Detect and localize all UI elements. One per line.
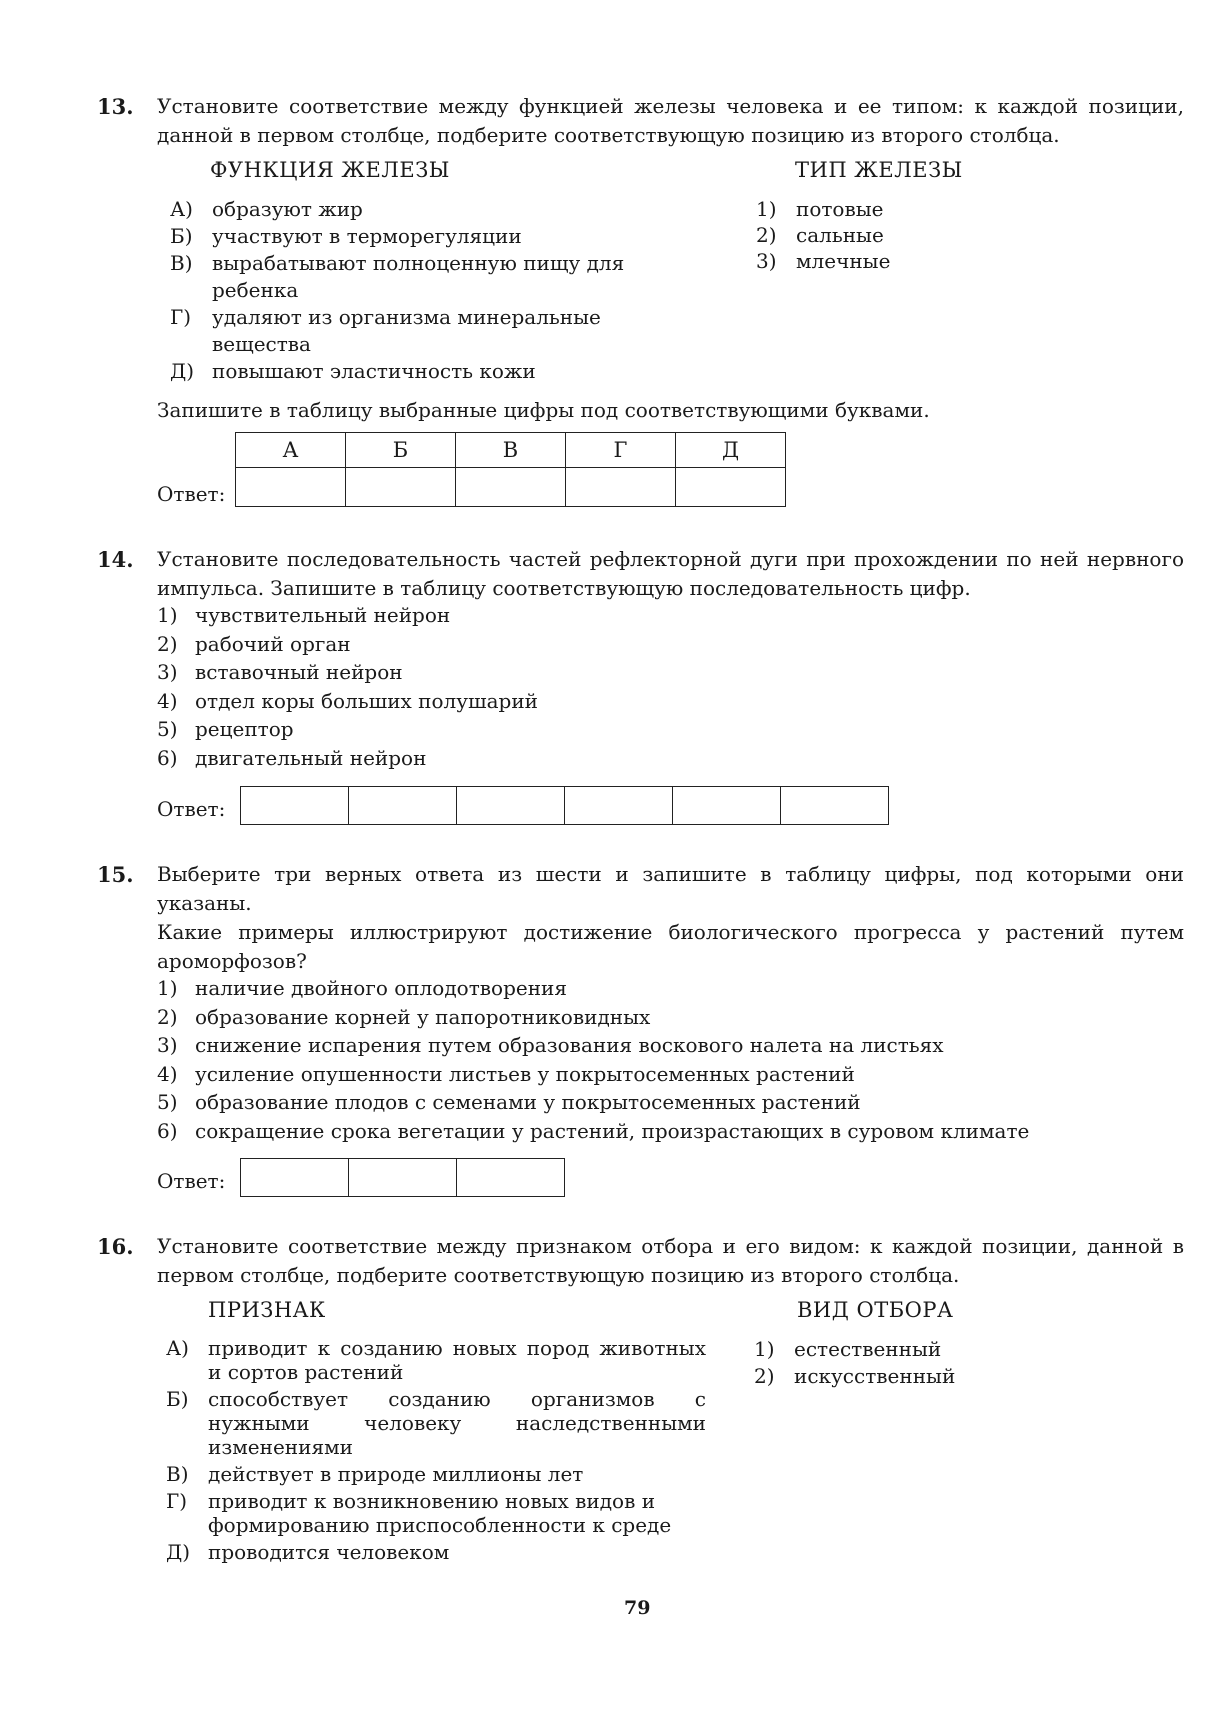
answer-cell[interactable] bbox=[781, 787, 889, 825]
q15-list bbox=[157, 974, 1184, 1145]
answer-cell[interactable] bbox=[457, 1159, 565, 1197]
item-label: 5) bbox=[157, 1090, 178, 1114]
answer-cell[interactable] bbox=[456, 468, 566, 507]
q16-text: Установите соответствие между признаком отбора и его видом: к каждой позиции, данной в первом столбце, подберите соответствующую позицию из второго столбца. bbox=[157, 1234, 1184, 1287]
table-header-cell: Д bbox=[676, 433, 786, 468]
list-item bbox=[157, 1117, 1184, 1146]
item-text: чувствительный нейрон bbox=[195, 603, 451, 627]
item-label: В) bbox=[166, 1462, 189, 1486]
item-label: 6) bbox=[157, 745, 178, 770]
item-label: 1) bbox=[157, 976, 178, 1000]
q16-number: 16. bbox=[97, 1234, 134, 1259]
item-text: приводит к созданию новых пород животных и сортов растений bbox=[208, 1336, 706, 1384]
q14-number: 14. bbox=[97, 547, 134, 572]
item-text: действует в природе миллионы лет bbox=[208, 1462, 584, 1486]
q13-text: Установите соответствие между функцией железы человека и ее типом: к каждой позиции, данной в первом столбце, подберите соответствующую позицию из второго столбца. bbox=[157, 94, 1184, 147]
q15-answer-label: Ответ: bbox=[157, 1169, 226, 1193]
item-text: двигательный нейрон bbox=[195, 745, 427, 770]
item-label: Б) bbox=[166, 1387, 189, 1411]
q13-instruction: Запишите в таблицу выбранные цифры под соответствующими буквами. bbox=[157, 398, 930, 422]
item-text: приводит к возникновению новых видов и формированию приспособленности к среде bbox=[208, 1489, 672, 1537]
item-label: 1) bbox=[756, 197, 777, 221]
table-header-cell: В bbox=[456, 433, 566, 468]
item-label: В) bbox=[170, 251, 193, 275]
answer-cell[interactable] bbox=[349, 1159, 457, 1197]
item-text: повышают эластичность кожи bbox=[212, 359, 536, 383]
list-item bbox=[756, 222, 1056, 248]
list-item bbox=[157, 687, 1057, 716]
item-label: Б) bbox=[170, 224, 193, 248]
item-text: сокращение срока вегетации у растений, произрастающих в суровом климате bbox=[195, 1118, 1030, 1143]
item-text: сальные bbox=[796, 223, 884, 247]
list-item bbox=[157, 1060, 1184, 1089]
item-text: образуют жир bbox=[212, 197, 363, 221]
item-label: 3) bbox=[157, 1033, 178, 1057]
q16-col1-header: ПРИЗНАК bbox=[208, 1298, 326, 1322]
list-item bbox=[157, 630, 1057, 659]
answer-cell[interactable] bbox=[673, 787, 781, 825]
item-text: снижение испарения путем образования воскового налета на листьях bbox=[195, 1033, 944, 1057]
table-header-cell: Г bbox=[566, 433, 676, 468]
table-header-cell: Б bbox=[346, 433, 456, 468]
item-text: рецептор bbox=[195, 717, 294, 741]
q13-right-list bbox=[756, 196, 1056, 274]
answer-cell[interactable] bbox=[236, 468, 346, 507]
q15-number: 15. bbox=[97, 862, 134, 887]
item-label: 3) bbox=[756, 249, 777, 273]
q13-col1-header: ФУНКЦИЯ ЖЕЛЕЗЫ bbox=[210, 158, 450, 182]
list-item bbox=[157, 715, 1057, 744]
answer-cell[interactable] bbox=[241, 787, 349, 825]
answer-cell[interactable] bbox=[676, 468, 786, 507]
item-label: 2) bbox=[157, 631, 178, 656]
q13-answer-label: Ответ: bbox=[157, 482, 226, 506]
item-label: 2) bbox=[754, 1364, 775, 1388]
item-text: потовые bbox=[796, 197, 884, 221]
page-number: 79 bbox=[624, 1597, 651, 1619]
list-item bbox=[754, 1336, 1054, 1363]
q13-number: 13. bbox=[97, 94, 134, 119]
list-item bbox=[170, 304, 640, 358]
q16-right-list bbox=[754, 1336, 1054, 1390]
q14-list bbox=[157, 601, 1057, 772]
q15-text: Выберите три верных ответа из шести и запишите в таблицу цифры, под которыми они указаны. bbox=[157, 862, 1184, 915]
list-item bbox=[157, 1003, 1184, 1032]
list-item bbox=[157, 744, 1057, 773]
list-item bbox=[157, 974, 1184, 1003]
item-text: вставочный нейрон bbox=[195, 660, 403, 684]
item-label: Г) bbox=[170, 305, 192, 329]
item-label: 2) bbox=[756, 223, 777, 247]
q14-answer-label: Ответ: bbox=[157, 797, 226, 821]
list-item bbox=[157, 1031, 1184, 1060]
list-item bbox=[166, 1540, 706, 1564]
item-text: образование плодов с семенами у покрытосеменных растений bbox=[195, 1090, 861, 1114]
item-text: проводится человеком bbox=[208, 1540, 450, 1564]
list-item bbox=[170, 358, 690, 385]
list-item bbox=[166, 1387, 706, 1459]
item-label: А) bbox=[170, 197, 193, 221]
q15-question: Какие примеры иллюстрируют достижение биологического прогресса у растений путем ароморфозов? bbox=[157, 920, 1184, 973]
q16-left-list bbox=[166, 1336, 706, 1564]
item-label: 3) bbox=[157, 660, 178, 684]
item-text: образование корней у папоротниковидных bbox=[195, 1004, 651, 1029]
list-item bbox=[756, 248, 1056, 274]
item-label: 4) bbox=[157, 1061, 178, 1086]
item-text: способствует созданию организмов с нужными человеку наследственными изменениями bbox=[208, 1387, 706, 1459]
answer-cell[interactable] bbox=[349, 787, 457, 825]
list-item bbox=[170, 196, 690, 223]
q13-col2-header: ТИП ЖЕЛЕЗЫ bbox=[795, 158, 963, 182]
item-text: млечные bbox=[796, 249, 891, 273]
answer-cell[interactable] bbox=[457, 787, 565, 825]
item-text: удаляют из организма минеральные вещества bbox=[212, 305, 601, 356]
answer-cell[interactable] bbox=[241, 1159, 349, 1197]
item-text: усиление опушенности листьев у покрытосеменных растений bbox=[195, 1061, 855, 1086]
list-item bbox=[756, 196, 1056, 222]
item-text: вырабатывают полноценную пищу для ребенка bbox=[212, 251, 625, 302]
list-item bbox=[166, 1489, 706, 1537]
item-text: искусственный bbox=[794, 1364, 956, 1388]
item-label: 5) bbox=[157, 717, 178, 741]
item-label: А) bbox=[166, 1336, 189, 1360]
item-label: 1) bbox=[157, 603, 178, 627]
answer-cell[interactable] bbox=[565, 787, 673, 825]
table-header-cell: А bbox=[236, 433, 346, 468]
list-item bbox=[166, 1462, 706, 1486]
item-text: участвуют в терморегуляции bbox=[212, 224, 522, 248]
list-item bbox=[166, 1336, 706, 1384]
item-label: Г) bbox=[166, 1489, 188, 1513]
item-label: 4) bbox=[157, 688, 178, 713]
list-item bbox=[170, 250, 640, 304]
q13-answer-table bbox=[235, 432, 786, 507]
list-item bbox=[157, 1088, 1184, 1117]
item-text: естественный bbox=[794, 1337, 942, 1361]
list-item bbox=[157, 601, 1057, 630]
q16-col2-header: ВИД ОТБОРА bbox=[797, 1298, 954, 1322]
item-label: Д) bbox=[166, 1540, 191, 1564]
item-text: наличие двойного оплодотворения bbox=[195, 976, 567, 1000]
q13-left-list bbox=[170, 196, 690, 385]
q14-text: Установите последовательность частей рефлекторной дуги при прохождении по ней нервного импульса. Запишите в таблицу соответствующую последовательность цифр. bbox=[157, 547, 1184, 600]
item-text: отдел коры больших полушарий bbox=[195, 688, 538, 713]
item-label: Д) bbox=[170, 359, 195, 383]
q15-answer-table bbox=[240, 1158, 565, 1197]
answer-cell[interactable] bbox=[346, 468, 456, 507]
list-item bbox=[754, 1363, 1054, 1390]
list-item bbox=[157, 658, 1057, 687]
list-item bbox=[170, 223, 690, 250]
q14-answer-table bbox=[240, 786, 889, 825]
item-text: рабочий орган bbox=[195, 631, 351, 656]
item-label: 1) bbox=[754, 1337, 775, 1361]
item-label: 6) bbox=[157, 1118, 178, 1143]
item-label: 2) bbox=[157, 1004, 178, 1029]
answer-cell[interactable] bbox=[566, 468, 676, 507]
